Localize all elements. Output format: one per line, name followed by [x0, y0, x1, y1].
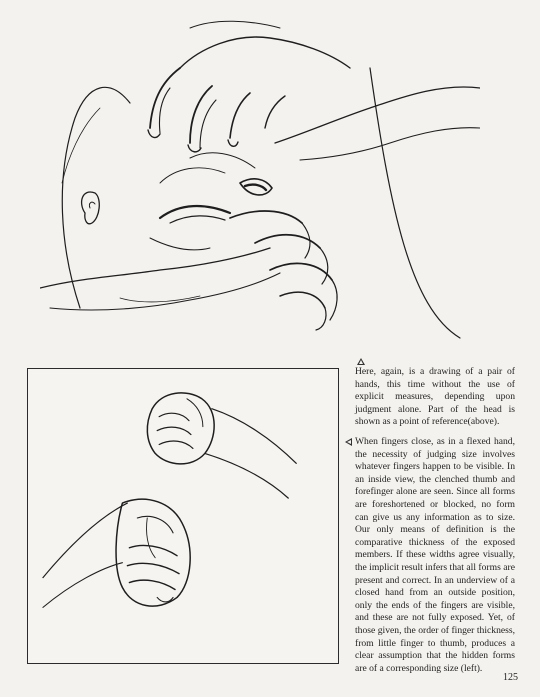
caption-left-text: When fingers close, as in a flexed hand, the necessity of judging size involves whatever fingers happen to be visible. In an inside view, the clenched thumb and forefinger alone are seen. Since all forms are foreshortened or blocked, no form can give us any information as to size. Our only means of definition is the comparative thickness of the exposed members. If these widths agree visually, the implicit result infers that all forms are present and correct. In an underview of a closed hand from an outside position, only the ends of the fingers are visible, and these are not fully exposed. Yet, of those given, the order of finger thickness, from little finger to thumb, produces a clear assumption that the hidden forms are of a corresponding size (left).: [355, 436, 515, 674]
caption-above: [355, 358, 515, 429]
caption-left: [355, 436, 515, 675]
clenched-fists-panel: [27, 368, 339, 664]
triangle-up-icon: [357, 358, 365, 365]
hands-over-head-drawing: [40, 8, 480, 348]
caption-above-text: Here, again, is a drawing of a pair of hands, this time without the use of explicit measures, depending upon judgment alone. Part of the head is shown as a point of reference(above).: [355, 366, 515, 428]
clenched-fists-drawing: [28, 369, 338, 663]
triangle-left-icon: [345, 438, 352, 446]
page-number: 125: [503, 672, 518, 683]
